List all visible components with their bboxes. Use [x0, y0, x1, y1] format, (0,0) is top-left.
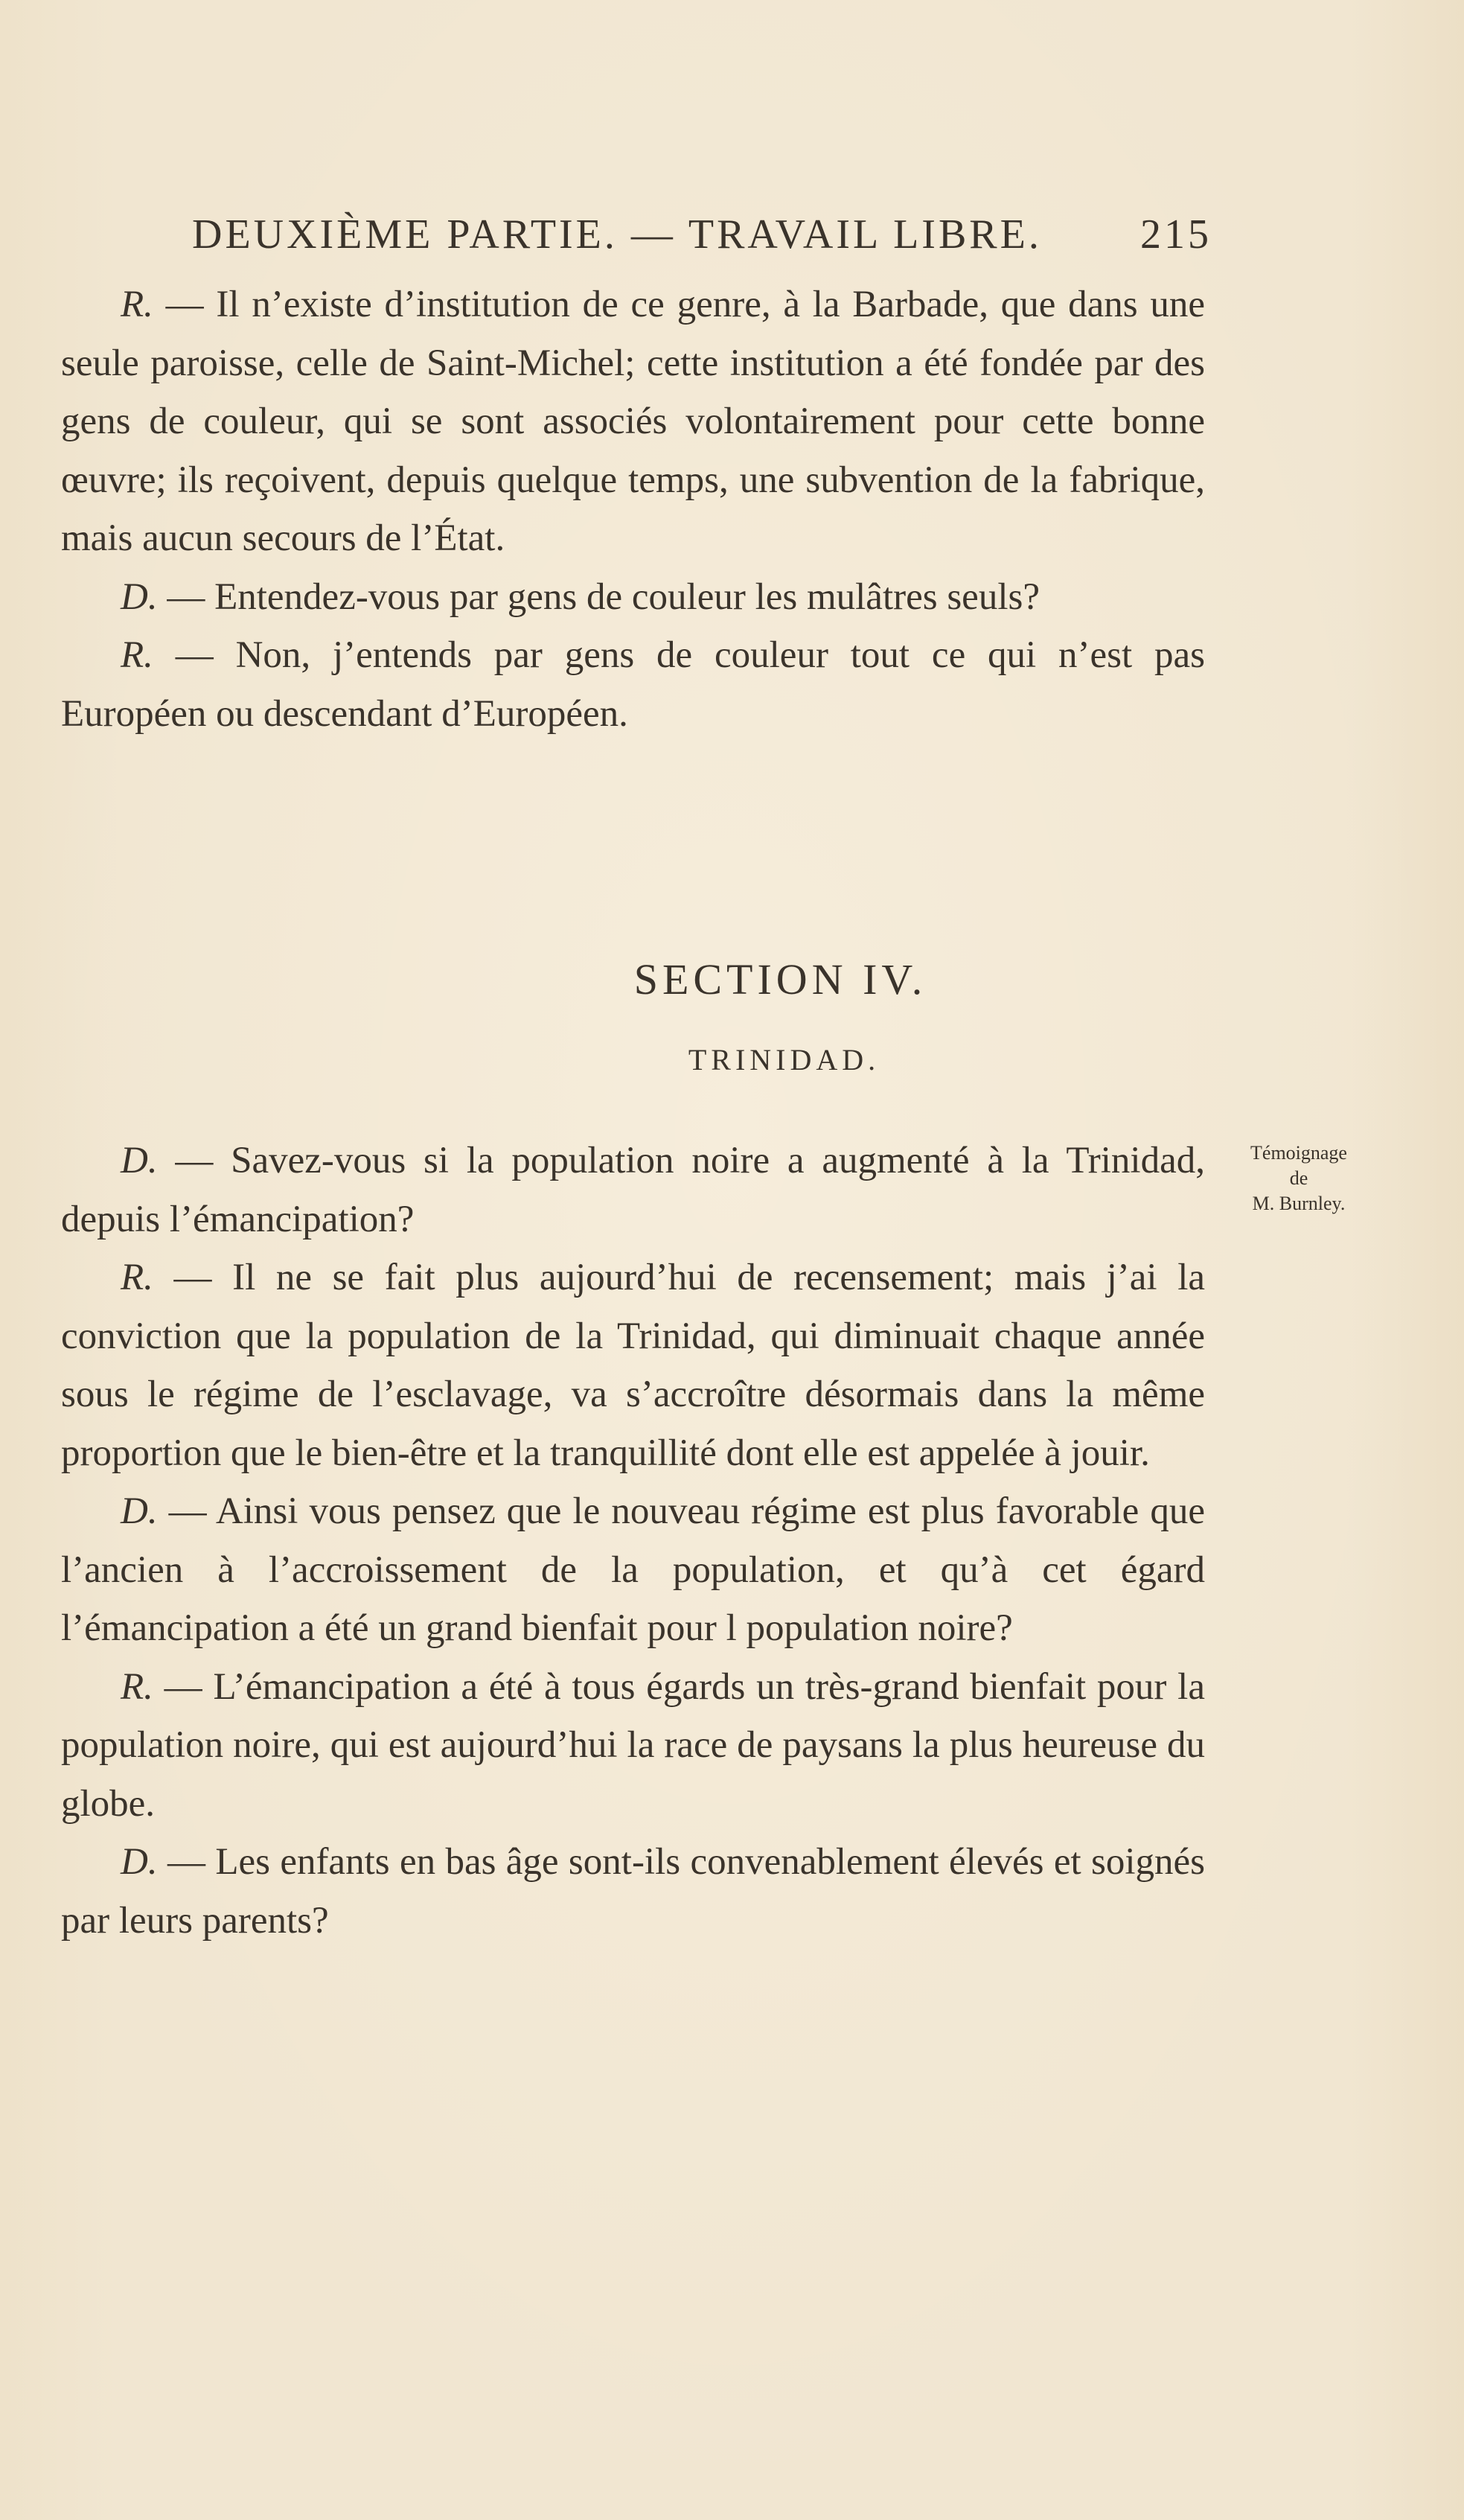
dialogue-paragraph: [61, 626, 1205, 743]
paragraph-text: — Entendez-vous par gens de couleur les mulâtres seuls?: [157, 575, 1040, 618]
margin-note-line: de: [1289, 1167, 1308, 1189]
section-title: SECTION IV.: [633, 955, 927, 1004]
paragraph-text: — Il n’existe d’institution de ce genre, à la Barbade, que dans une seule paroisse, celle de Saint-Michel; cette institution a été fondée par des gens de couleur, qui se sont associés volontairement pour cette bonne œuvre; ils reçoivent, depuis quelque temps, une subvention de la fabrique, mais aucun secours de l’État.: [61, 284, 1205, 559]
dialogue-block-bottom: [61, 1132, 1205, 1950]
dialogue-paragraph: [61, 275, 1205, 568]
dialogue-paragraph: [61, 1833, 1205, 1950]
dialogue-paragraph: [61, 1658, 1205, 1834]
paragraph-text: — Les enfants en bas âge sont-ils convenablement élevés et soignés par leurs parents?: [61, 1841, 1205, 1942]
paragraph-text: — Il ne se fait plus aujourd’hui de recensement; mais j’ai la conviction que la population de la Trinidad, qui diminuait chaque année sous le régime de l’esclavage, va s’accroître désormais dans la même proportion que le bien-être et la tranquillité dont elle est appelée à jouir.: [61, 1257, 1205, 1474]
speaker-label: D.: [121, 575, 158, 618]
dialogue-paragraph: [61, 1248, 1205, 1482]
speaker-label: D.: [121, 1841, 158, 1883]
running-head: [192, 208, 1212, 261]
speaker-label: R.: [121, 634, 153, 676]
paragraph-text: — Savez-vous si la population noire a augmenté à la Trinidad, depuis l’émancipation?: [61, 1140, 1205, 1240]
paragraph-text: — L’émancipation a été à tous égards un très-grand bienfait pour la population noire, qui est aujourd’hui la race de paysans la plus heureuse du globe.: [61, 1665, 1205, 1825]
paragraph-text: — Ainsi vous pensez que le nouveau régime est plus favorable que l’ancien à l’accroissement de la population, et qu’à cet égard l’émancipation a été un grand bienfait pour l population noire?: [61, 1490, 1205, 1649]
dialogue-paragraph: [61, 1482, 1205, 1658]
section-subtitle: TRINIDAD.: [688, 1043, 880, 1076]
running-head-title: DEUXIÈME PARTIE. — TRAVAIL LIBRE.: [192, 211, 1042, 258]
dialogue-paragraph: [61, 1132, 1205, 1248]
page-number: 215: [1140, 211, 1212, 258]
dialogue-paragraph: [61, 568, 1205, 627]
dialogue-block-top: [61, 275, 1205, 743]
margin-note-line: Témoignage: [1250, 1142, 1347, 1164]
speaker-label: R.: [121, 284, 153, 325]
speaker-label: R.: [121, 1665, 153, 1708]
margin-note: [1232, 1141, 1366, 1216]
paragraph-text: — Non, j’entends par gens de couleur tout ce qui n’est pas Européen ou descendant d’Européen.: [61, 634, 1205, 735]
margin-note-line: M. Burnley.: [1252, 1193, 1346, 1214]
speaker-label: D.: [121, 1490, 158, 1532]
speaker-label: R.: [121, 1257, 153, 1298]
speaker-label: D.: [121, 1140, 158, 1181]
